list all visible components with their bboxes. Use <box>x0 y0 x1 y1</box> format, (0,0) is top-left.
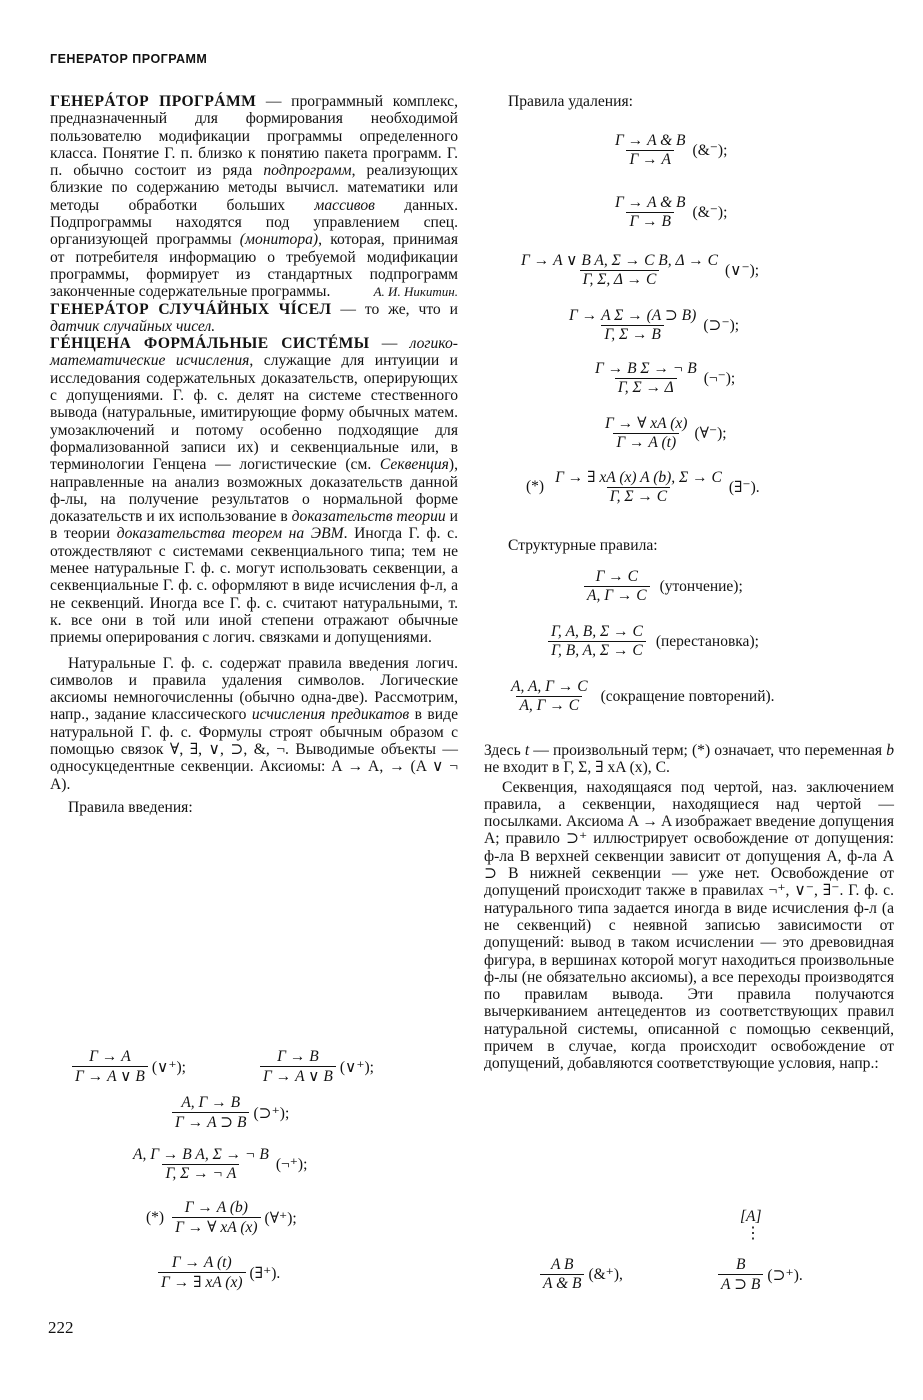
conclusion: Γ, Σ → Δ <box>615 378 677 397</box>
term-var: t <box>524 742 530 759</box>
entry-text: . Иногда Г. ф. с. отождествляют с системами секвенциального типа; тем не менее натуральные Г. ф. с. могут использовать секвенции, а секвенциальные Г. ф. с. оформляют в виде исчисления ф-л, а не секвенций. Иногда все Г. ф. с. считают натуральными, т. к. все они в той или иной степени отражают обычные приемы оперирования с логич. связками и допущениями. <box>50 525 458 647</box>
rule-label: (¬⁻); <box>703 370 736 387</box>
premise: A, A, Γ → C <box>511 678 588 695</box>
rule-label: (∀⁻); <box>694 424 727 442</box>
entry-text: , которая, принимая от потребителя информацию о требуемой модификации программы, формирует из стандартных подпрограмм законченные содержательные программы. <box>50 231 458 301</box>
premise: Γ → A Σ → (A ⊃ B) <box>569 307 697 324</box>
running-header: ГЕНЕРАТОР ПРОГРАММ <box>50 52 208 66</box>
cross-ref: Секвенция <box>379 456 449 474</box>
intro-rule-3 <box>172 1094 289 1132</box>
premise: Γ → A (t) <box>171 1254 232 1271</box>
intro-rules-label: Правила введения: <box>68 798 193 816</box>
rule-label: (⊃⁺); <box>253 1104 290 1122</box>
structural-rule-1 <box>584 568 743 605</box>
conclusion: Γ → ∃ xA (x) <box>158 1272 246 1292</box>
rule-label: (перестановка); <box>655 632 759 650</box>
structural-rules-label: Структурные правила: <box>508 537 658 554</box>
cross-ref: доказательства теорем на ЭВМ <box>116 525 344 543</box>
removal-rule-2 <box>612 194 727 231</box>
premise: Γ → B Σ → ¬ B <box>595 360 697 377</box>
text: Здесь <box>484 742 525 759</box>
premise: Γ → A <box>89 1048 131 1065</box>
conclusion: Γ, Σ, Δ → C <box>580 270 660 289</box>
premise: A, Γ → B A, Σ → ¬ B <box>133 1146 269 1163</box>
rule-label: (&⁻); <box>692 142 728 159</box>
example-rule-2-dots: ⋮ <box>745 1225 761 1242</box>
premise: Γ → A & B <box>615 132 686 149</box>
structural-rule-3 <box>508 678 775 715</box>
cross-ref: доказательств теории <box>291 508 446 526</box>
paragraph-here <box>484 742 894 777</box>
structural-rule-2 <box>548 623 759 660</box>
entry-text: — то же, что и <box>331 300 458 318</box>
asterisk-marker: (*) <box>146 1209 165 1226</box>
conclusion: Γ, Σ → ¬ A <box>162 1164 239 1183</box>
intro-rule-5 <box>146 1199 297 1237</box>
cross-ref: массивов <box>314 196 375 214</box>
dash: — <box>369 335 410 353</box>
example-rule-2 <box>718 1256 803 1294</box>
rule-label: (сокращение повторений). <box>600 687 775 705</box>
rule-label: (∨⁺); <box>339 1058 374 1076</box>
removal-rule-3 <box>518 251 759 289</box>
entry-text: , служащие для интуиции и исследования содержательных доказательств, оперирующих с допущениями. Г. ф. с. делят на системе стественного вывода (натуральные, имитирующие форму обычных матем. умозаключений и потому особенно подходящие для формализованной записи их) и секвенциальные или, в терминологии Генцена — логистические (см. <box>50 352 458 474</box>
paragraph-natural <box>50 655 458 793</box>
conclusion: Γ → B <box>626 212 674 231</box>
author-signature: А. И. Никитин. <box>373 284 458 300</box>
entry-gentzen-systems <box>50 335 458 646</box>
removal-rule-5 <box>592 360 735 397</box>
premise: Γ → B <box>277 1048 319 1065</box>
removal-rule-6 <box>602 414 727 452</box>
entry-heading: ГЕНЕРÁТОР СЛУЧÁЙНЫХ ЧÍСЕЛ <box>50 300 332 318</box>
paragraph-text: в виде натуральной Г. ф. с. Формулы строят обычным образом с помощью связок ∀, ∃, ∨, ⊃, &, ¬. Выводимые объекты — односукцедентные секвенции. Аксиомы: A → A, → (A ∨ ¬ A). <box>50 706 458 793</box>
removal-rule-1 <box>612 132 727 169</box>
conclusion: Γ → A ∨ B <box>260 1066 336 1086</box>
conclusion: Γ → A (t) <box>613 433 679 452</box>
left-column <box>50 93 458 816</box>
rule-label: (∨⁺); <box>151 1058 186 1076</box>
term-var: b <box>886 742 894 759</box>
cross-ref: (монитора) <box>239 231 319 249</box>
intro-rule-1 <box>72 1048 186 1086</box>
page-number: 222 <box>48 1318 74 1337</box>
premise: A, Γ → B <box>181 1094 241 1111</box>
paragraph-sequent: Секвенция, находящаяся под чертой, наз. заключением правила, а секвенции, находящиеся над чертой — посылками. Аксиома A → A изображает введение допущения A; правило ⊃⁺ иллюстрирует освобождение от допущения: ф-ла B верхней секвенции зависит от допущения A, ф-ла A ⊃ B нижней секвенции — уже нет. Освобождение от допущений происходит также в правилах ¬⁺, ∨⁻, ∃⁻. Г. ф. с. натурального типа задается иногда в виде исчисления ф-л (а не секвенций) с неявной записью зависимости от допущений: вывод в таком исчислении — это древовидная фигура, в вершинах которой могут находиться произвольные ф-лы (не обязательно аксиомы), а все переходы производятся по правилам вывода. Эти правила получаются вычеркиванием антецедентов из соответствующих правил натуральной системы, описанной с помощью секвенций, причем в случае, когда происходит освобождение от допущений, добавляются соответствующие условия, напр.: <box>484 778 894 1073</box>
premise: Γ, A, B, Σ → C <box>551 623 643 640</box>
premise: Γ → ∀ xA (x) <box>605 415 688 432</box>
rule-label: (утончение); <box>659 577 743 595</box>
entry-random-generator <box>50 301 458 336</box>
removal-rule-7 <box>526 468 760 506</box>
conclusion: Γ → ∀ xA (x) <box>172 1217 260 1237</box>
entry-text: данных. Подпрограммы находятся под управлением спец. организующей программы <box>50 196 458 249</box>
entry-heading: ГÉНЦЕНА ФОРМÁЛЬНЫЕ СИСТÉМЫ <box>50 335 370 353</box>
intro-rule-4 <box>130 1146 307 1183</box>
premise: Γ → C <box>595 568 639 585</box>
rule-label: (¬⁺); <box>275 1156 308 1173</box>
premise: Γ → ∃ xA (x) A (b), Σ → C <box>555 469 722 486</box>
right-column-text <box>484 742 894 1073</box>
cross-ref: логико-математические исчисления <box>50 335 458 370</box>
premise: A B <box>550 1256 574 1273</box>
rule-label: (∨⁻); <box>724 261 760 279</box>
entry-text: , реализующих близкие по содержанию методы вычисл. математики или методы обработки больших <box>50 162 458 214</box>
text: — произвольный терм; (*) означает, что переменная <box>529 742 887 759</box>
cross-ref: подпрограмм <box>263 162 352 180</box>
conclusion: A, Γ → C <box>516 696 582 715</box>
conclusion: A ⊃ B <box>718 1274 763 1294</box>
rule-label: (∃⁺). <box>249 1264 281 1282</box>
paragraph-text: Натуральные Г. ф. с. содержат правила введения логич. символов и правила удаления символов. Логические аксиомы немногочисленны (обычно одна-две). Рассмотрим, напр., задание классического <box>50 654 458 724</box>
entry-text: и в теории <box>50 508 459 543</box>
removal-rules-label: Правила удаления: <box>508 93 633 110</box>
entry-text: — программный комплекс, предназначенный для формирования необходимой пользователю модификации программы определенного класса. Понятие Г. п. близко к понятию пакета программ. Г. п. обычно состоит из ряда <box>50 93 458 180</box>
rule-label: (&⁺), <box>588 1266 623 1283</box>
conclusion: Γ, B, A, Σ → C <box>548 641 646 660</box>
conclusion: Γ, Σ → B <box>601 325 664 344</box>
intro-rule-6 <box>158 1254 280 1292</box>
entry-generator-programs <box>50 93 458 301</box>
cross-ref: датчик случайных чисел. <box>50 317 216 335</box>
rule-label: (&⁻); <box>692 204 728 221</box>
entry-text: ), направленные на анализ возможных доказательств данной ф-лы, на получение результатов о нормальной форме доказательств и их использование в <box>50 456 458 526</box>
premise: B <box>735 1256 746 1273</box>
premise: Γ → A (b) <box>184 1199 248 1216</box>
rule-label: (⊃⁻); <box>703 316 740 334</box>
premise: Γ → A ∨ B A, Σ → C B, Δ → C <box>521 252 718 269</box>
conclusion: Γ → A ⊃ B <box>172 1112 249 1132</box>
rule-label: (∀⁺); <box>264 1209 297 1227</box>
example-rule-2-assumption: [A] <box>740 1208 762 1225</box>
conclusion: Γ → A ∨ B <box>72 1066 148 1086</box>
example-rule-1 <box>540 1256 623 1293</box>
conclusion: Γ, Σ → C <box>607 487 670 506</box>
premise: Γ → A & B <box>615 194 686 211</box>
conclusion: A & B <box>540 1274 584 1293</box>
conclusion: Γ → A <box>626 150 674 169</box>
rule-label: (∃⁻). <box>728 478 760 496</box>
text: не входит в Γ, Σ, ∃ xA (x), C. <box>484 759 670 777</box>
asterisk-marker: (*) <box>526 478 545 495</box>
removal-rule-4 <box>566 306 739 344</box>
rule-label: (⊃⁺). <box>767 1266 803 1284</box>
entry-heading: ГЕНЕРÁТОР ПРОГРÁММ <box>50 93 257 110</box>
conclusion: A, Γ → C <box>584 586 650 605</box>
intro-rule-2 <box>260 1048 374 1086</box>
cross-ref: исчисления предикатов <box>251 706 410 724</box>
